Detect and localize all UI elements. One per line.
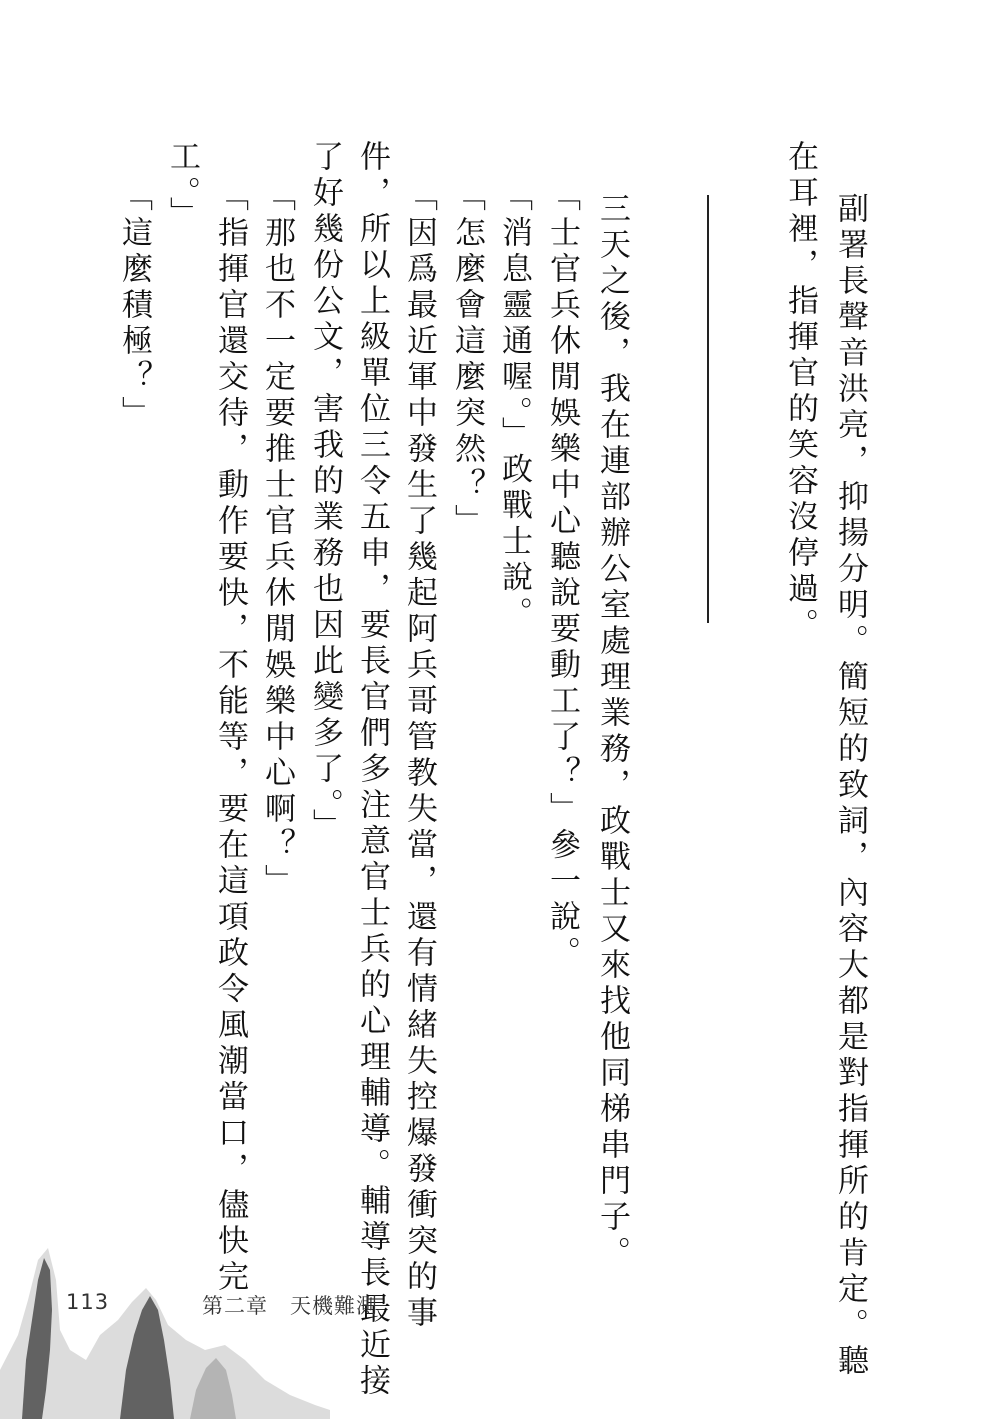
text-column-5: 「消息靈通喔。」政戰士說。 — [496, 180, 532, 633]
text-column-12: 工。」 — [164, 140, 200, 233]
text-column-11: 「指揮官還交待，動作要快，不能等，要在這項政令風潮當口，儘快完 — [212, 180, 248, 1296]
text-column-2: 在耳裡，指揮官的笑容沒停過。 — [782, 140, 818, 644]
chapter-title: 第二章 天機難測 — [202, 1294, 378, 1318]
text-column-1: 副署長聲音洪亮，抑揚分明。簡短的致詞，內容大都是對指揮所的肯定。聽 — [832, 192, 868, 1380]
page-number: 113 — [66, 1290, 110, 1314]
text-column-8: 件，所以上級單位三令五申，要長官們多注意官士兵的心理輔導。輔導長最近接 — [354, 140, 390, 1400]
text-column-6: 「怎麼會這麼突然？」 — [449, 180, 485, 540]
text-column-3: 三天之後，我在連部辦公室處理業務，政戰士又來找他同梯串門子。 — [594, 192, 630, 1272]
text-column-10: 「那也不一定要推士官兵休閒娛樂中心啊？」 — [259, 180, 295, 900]
text-column-4: 「士官兵休閒娛樂中心聽說要動工了？」參一說。 — [544, 180, 580, 972]
text-column-9: 了好幾份公文，害我的業務也因此變多了。」 — [307, 140, 343, 845]
text-column-13: 「這麼積極？」 — [116, 180, 152, 432]
text-column-7: 「因爲最近軍中發生了幾起阿兵哥管教失當，還有情緒失控爆發衝突的事 — [401, 180, 437, 1332]
section-divider — [707, 195, 709, 623]
mountain-ink-illustration — [0, 1240, 330, 1419]
